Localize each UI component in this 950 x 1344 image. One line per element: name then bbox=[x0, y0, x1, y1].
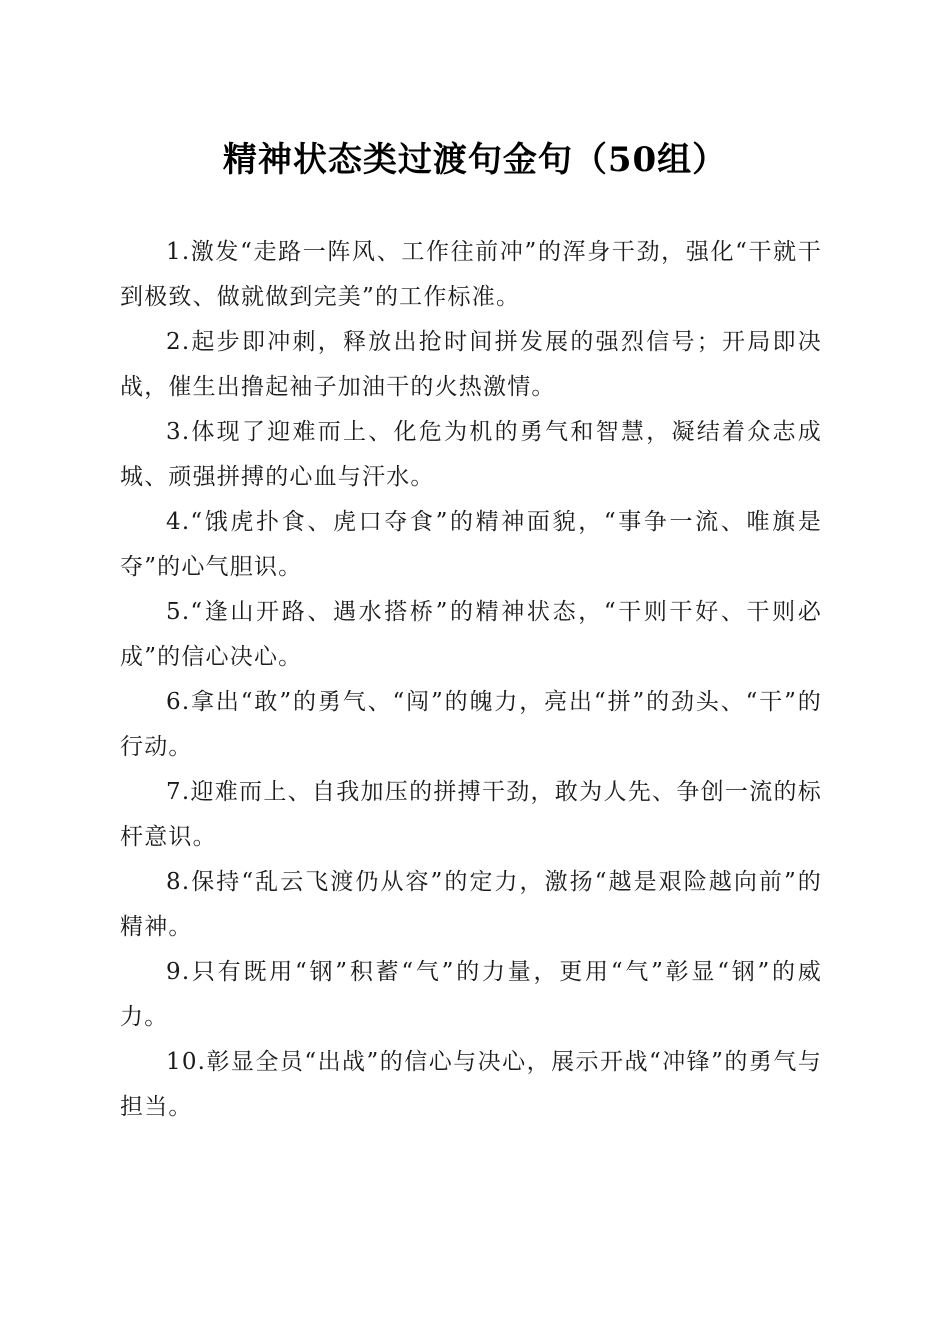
page-title: 精神状态类过渡句金句（50组） bbox=[222, 140, 728, 180]
list-item: 7.迎难而上、自我加压的拼搏干劲，敢为人先、争创一流的标杆意识。 bbox=[120, 779, 822, 850]
list-item: 2.起步即冲刺，释放出抢时间拼发展的强烈信号；开局即决战，催生出撸起袖子加油干的火热激情。 bbox=[120, 329, 822, 400]
list-item: 6.拿出“敢”的勇气、“闯”的魄力，亮出“拼”的劲头、“干”的行动。 bbox=[120, 689, 822, 760]
list-item: 4.“饿虎扑食、虎口夺食”的精神面貌，“事争一流、唯旗是夺”的心气胆识。 bbox=[120, 509, 822, 580]
list-item: 8.保持“乱云飞渡仍从容”的定力，激扬“越是艰险越向前”的精神。 bbox=[120, 869, 822, 940]
list-item: 5.“逢山开路、遇水搭桥”的精神状态，“干则干好、干则必成”的信心决心。 bbox=[120, 599, 822, 670]
list-item: 1.激发“走路一阵风、工作往前冲”的浑身干劲，强化“干就干到极致、做就做到完美”的工作标准。 bbox=[120, 239, 822, 310]
list-item: 10.彰显全员“出战”的信心与决心，展示开战“冲锋”的勇气与担当。 bbox=[120, 1049, 822, 1120]
list-item: 9.只有既用“钢”积蓄“气”的力量，更用“气”彰显“钢”的威力。 bbox=[120, 959, 822, 1030]
list-item: 3.体现了迎难而上、化危为机的勇气和智慧，凝结着众志成城、顽强拼搏的心血与汗水。 bbox=[120, 419, 822, 490]
document-body bbox=[120, 230, 822, 1130]
